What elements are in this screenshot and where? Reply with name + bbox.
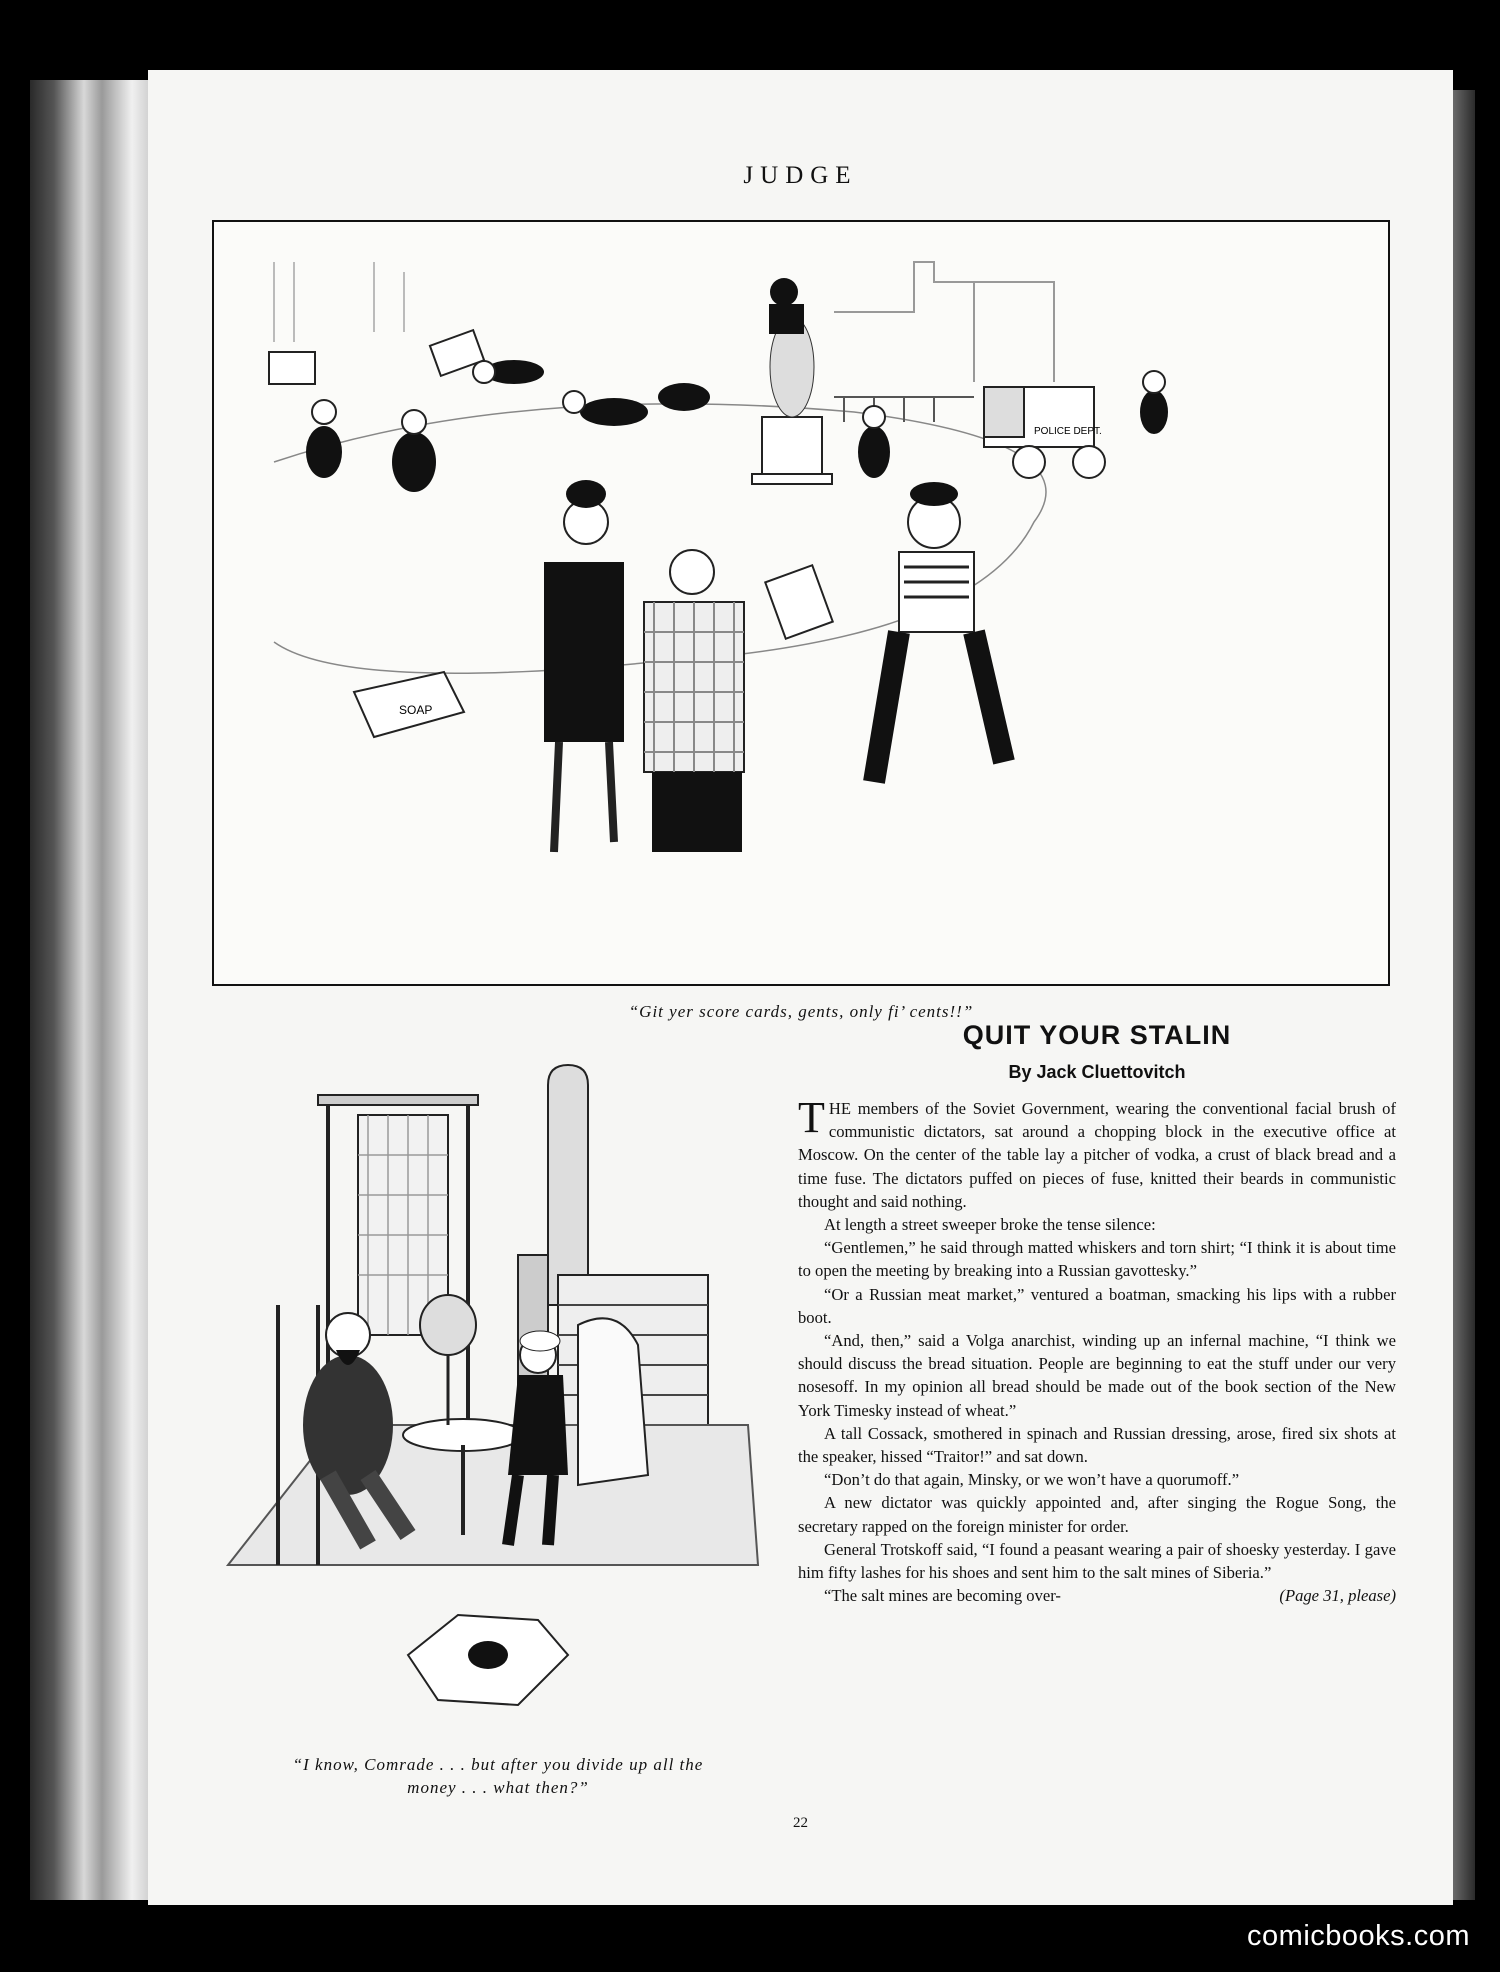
bottom-cartoon-caption (218, 1753, 778, 1799)
article-paragraph: “And, then,” said a Volga anarchist, winding up an infernal machine, “I think we should discuss the bread situation. People are beginning to eat the stuff under our very nosesoff. In my opinion all bread should be made out of the book section of the New York Timesky instead of wheat.” (798, 1331, 1396, 1420)
magazine-header: JUDGE (743, 162, 858, 189)
article-paragraph: “Gentlemen,” he said through matted whiskers and torn shirt; “I think it is about time to open the meeting by breaking into a Russian gavottesky.” (798, 1238, 1396, 1281)
article-body (798, 1093, 1396, 1607)
bottom-cartoon-illustration (218, 1005, 763, 1745)
article-paragraph: At length a street sweeper broke the tense silence: (824, 1215, 1156, 1235)
page-number: 22 (793, 1815, 808, 1831)
article-title: QUIT YOUR STALIN (962, 1020, 1232, 1050)
article-paragraph: A new dictator was quickly appointed and, after singing the Rogue Song, the secretary rapped on the foreign minister for order. (798, 1493, 1396, 1536)
first-paragraph-text: HE members of the Soviet Government, wearing the conventional facial brush of communistic dictators, sat around a chopping block in the executive office at Moscow. On the center of the table lay a pitcher of vodka, a crust of black bread and a time fuse. The dictators puffed on pieces of fuse, knitted their beards in communistic thought and said nothing. (798, 1099, 1396, 1211)
last-line-text: “The salt mines are becoming over- (824, 1586, 1061, 1606)
article-paragraph: General Trotskoff said, “I found a peasant wearing a pair of shoesky yesterday. I gave him fifty lashes for his shoes and sent him to the salt mines of Siberia.” (798, 1539, 1396, 1583)
bottom-caption-line-1: “I know, Comrade . . . but after you divide up all the (292, 1755, 704, 1774)
top-cartoon-panel (212, 220, 1390, 1021)
article (798, 1020, 1396, 1607)
article-last-line (798, 1584, 1396, 1607)
article-paragraph: A tall Cossack, smothered in spinach and Russian dressing, arose, fired six shots at the speaker, hissed “Traitor!” and sat down. (798, 1423, 1396, 1467)
continued-link[interactable]: (Page 31, please) (1279, 1586, 1396, 1606)
article-byline: By Jack Cluettovitch (1008, 1062, 1186, 1082)
article-paragraph: “Or a Russian meat market,” ventured a boatman, smacking his lips with a rubber boot. (798, 1284, 1396, 1327)
magazine-page (148, 70, 1453, 1905)
site-watermark: comicbooks.com (1247, 1920, 1470, 1952)
soap-sign: SOAP (399, 703, 433, 717)
top-cartoon-illustration (214, 222, 1388, 984)
page-edge (1453, 90, 1475, 1900)
book-spine (30, 80, 150, 1900)
top-cartoon-caption: “Git yer score cards, gents, only fi’ cents!!” (628, 1002, 974, 1021)
drop-cap: T (798, 1093, 825, 1142)
article-paragraph: “Don’t do that again, Minsky, or we won’t have a quorumoff.” (824, 1470, 1240, 1490)
bottom-caption-line-2: money . . . what then?” (407, 1778, 589, 1797)
police-sign: POLICE DEPT. (1034, 426, 1102, 437)
bottom-cartoon-panel (218, 1005, 763, 1805)
article-paragraph-1 (798, 1093, 1396, 1213)
